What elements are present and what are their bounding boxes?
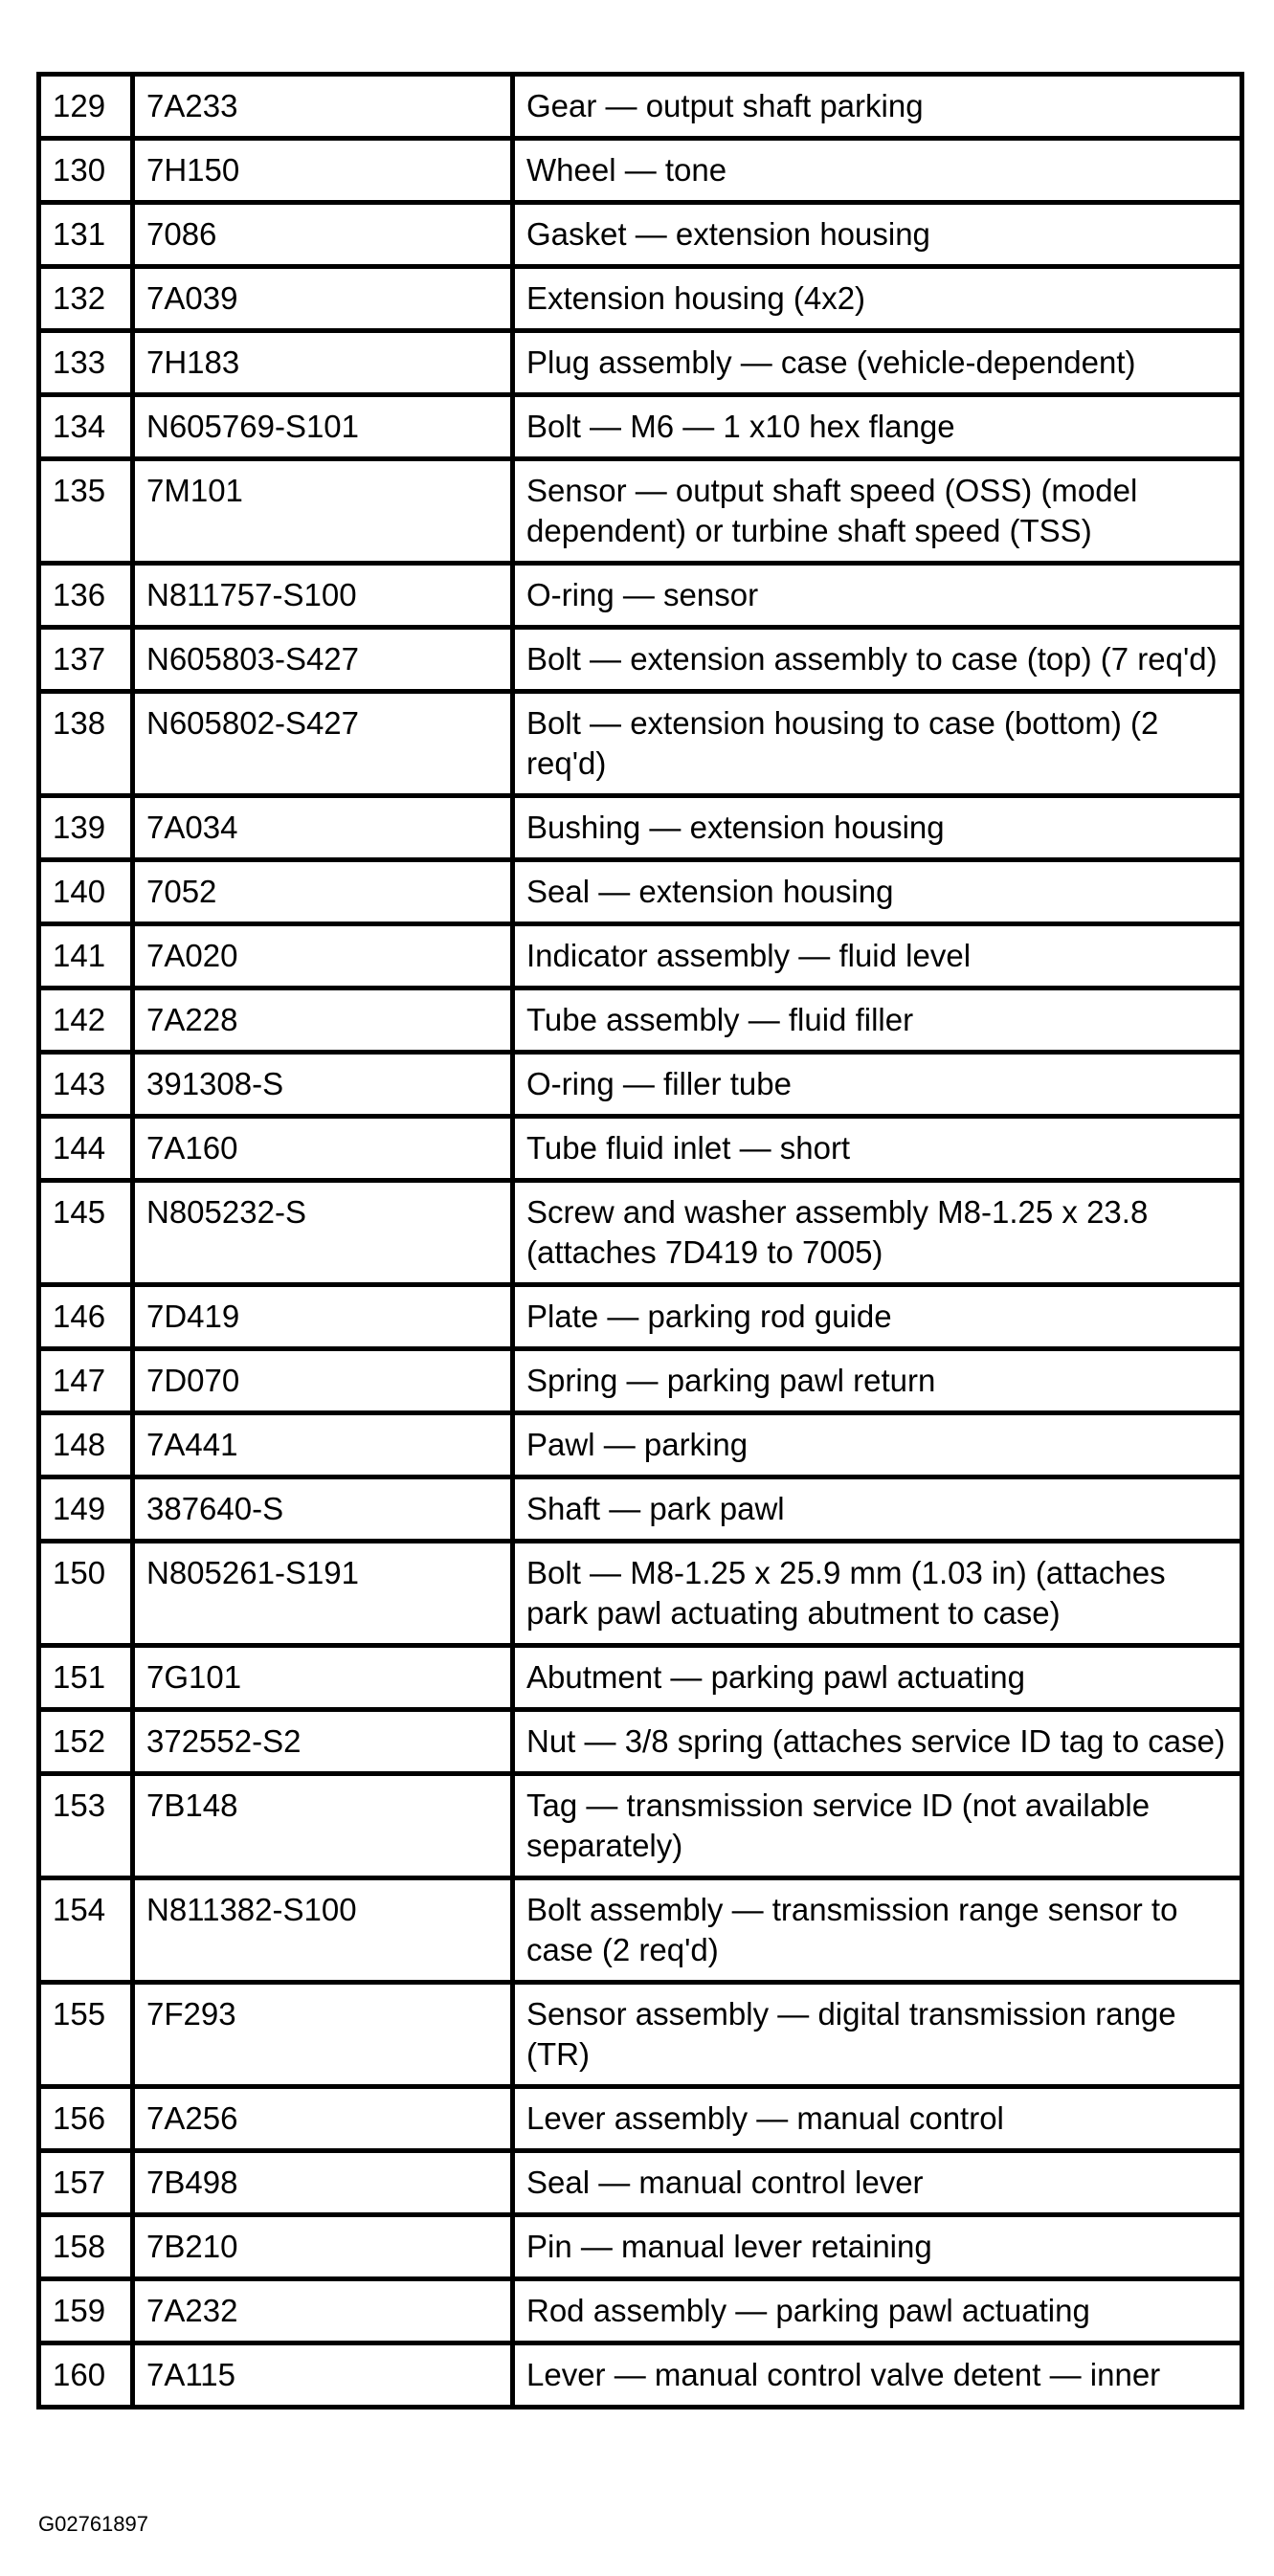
item-number-cell: 152 <box>39 1710 133 1774</box>
table-row <box>39 139 1242 203</box>
description-cell: Seal — manual control lever <box>513 2151 1242 2215</box>
description-cell: Seal — extension housing <box>513 860 1242 924</box>
item-number-cell: 156 <box>39 2087 133 2151</box>
table-row <box>39 331 1242 395</box>
item-number-cell: 136 <box>39 564 133 628</box>
table-row <box>39 1710 1242 1774</box>
description-cell: Bolt — extension assembly to case (top) (7 req'd) <box>513 628 1242 692</box>
description-cell: Bolt — M8-1.25 x 25.9 mm (1.03 in) (attaches park pawl actuating abutment to case) <box>513 1542 1242 1646</box>
item-number-cell: 130 <box>39 139 133 203</box>
part-number-cell: 7G101 <box>133 1646 513 1710</box>
description-cell: Lever assembly — manual control <box>513 2087 1242 2151</box>
table-row <box>39 203 1242 267</box>
item-number-cell: 132 <box>39 267 133 331</box>
table-row <box>39 860 1242 924</box>
table-row <box>39 988 1242 1053</box>
item-number-cell: 160 <box>39 2343 133 2408</box>
item-number-cell: 139 <box>39 796 133 860</box>
table-row <box>39 1349 1242 1413</box>
part-number-cell: 7A020 <box>133 924 513 988</box>
table-row <box>39 1477 1242 1542</box>
part-number-cell: N811757-S100 <box>133 564 513 628</box>
table-row <box>39 2343 1242 2408</box>
table-row <box>39 2151 1242 2215</box>
part-number-cell: 7A160 <box>133 1117 513 1181</box>
table-row <box>39 75 1242 139</box>
description-cell: Bolt — M6 — 1 x10 hex flange <box>513 395 1242 459</box>
part-number-cell: 7A034 <box>133 796 513 860</box>
table-row <box>39 459 1242 564</box>
description-cell: Screw and washer assembly M8-1.25 x 23.8 (attaches 7D419 to 7005) <box>513 1181 1242 1285</box>
part-number-cell: 7A233 <box>133 75 513 139</box>
description-cell: Sensor — output shaft speed (OSS) (model dependent) or turbine shaft speed (TSS) <box>513 459 1242 564</box>
description-cell: Bolt assembly — transmission range sensor to case (2 req'd) <box>513 1878 1242 1983</box>
item-number-cell: 133 <box>39 331 133 395</box>
part-number-cell: 7A232 <box>133 2279 513 2343</box>
part-number-cell: 7A039 <box>133 267 513 331</box>
description-cell: Gear — output shaft parking <box>513 75 1242 139</box>
description-cell: Tube fluid inlet — short <box>513 1117 1242 1181</box>
part-number-cell: 7F293 <box>133 1983 513 2087</box>
table-row <box>39 1053 1242 1117</box>
part-number-cell: 372552-S2 <box>133 1710 513 1774</box>
part-number-cell: N605802-S427 <box>133 692 513 796</box>
item-number-cell: 140 <box>39 860 133 924</box>
part-number-cell: N605769-S101 <box>133 395 513 459</box>
part-number-cell: 387640-S <box>133 1477 513 1542</box>
part-number-cell: 7H150 <box>133 139 513 203</box>
table-row <box>39 1983 1242 2087</box>
item-number-cell: 154 <box>39 1878 133 1983</box>
description-cell: Rod assembly — parking pawl actuating <box>513 2279 1242 2343</box>
table-row <box>39 1646 1242 1710</box>
table-row <box>39 2215 1242 2279</box>
part-number-cell: 7B210 <box>133 2215 513 2279</box>
table-row <box>39 2087 1242 2151</box>
description-cell: Bolt — extension housing to case (bottom) (2 req'd) <box>513 692 1242 796</box>
item-number-cell: 153 <box>39 1774 133 1878</box>
description-cell: Pawl — parking <box>513 1413 1242 1477</box>
item-number-cell: 150 <box>39 1542 133 1646</box>
item-number-cell: 146 <box>39 1285 133 1349</box>
table-row <box>39 564 1242 628</box>
item-number-cell: 145 <box>39 1181 133 1285</box>
figure-id: G02761897 <box>38 2512 148 2536</box>
description-cell: Wheel — tone <box>513 139 1242 203</box>
item-number-cell: 149 <box>39 1477 133 1542</box>
description-cell: Indicator assembly — fluid level <box>513 924 1242 988</box>
item-number-cell: 137 <box>39 628 133 692</box>
part-number-cell: 7A256 <box>133 2087 513 2151</box>
table-row <box>39 1542 1242 1646</box>
description-cell: Plug assembly — case (vehicle-dependent) <box>513 331 1242 395</box>
item-number-cell: 155 <box>39 1983 133 2087</box>
part-number-cell: 7B148 <box>133 1774 513 1878</box>
part-number-cell: 7A441 <box>133 1413 513 1477</box>
part-number-cell: 7D419 <box>133 1285 513 1349</box>
part-number-cell: 7M101 <box>133 459 513 564</box>
part-number-cell: 7D070 <box>133 1349 513 1413</box>
part-number-cell: 7A115 <box>133 2343 513 2408</box>
item-number-cell: 138 <box>39 692 133 796</box>
item-number-cell: 157 <box>39 2151 133 2215</box>
item-number-cell: 135 <box>39 459 133 564</box>
description-cell: O-ring — filler tube <box>513 1053 1242 1117</box>
part-number-cell: 7H183 <box>133 331 513 395</box>
item-number-cell: 159 <box>39 2279 133 2343</box>
description-cell: Pin — manual lever retaining <box>513 2215 1242 2279</box>
table-row <box>39 1413 1242 1477</box>
table-row <box>39 1181 1242 1285</box>
parts-table <box>36 72 1244 2409</box>
description-cell: Nut — 3/8 spring (attaches service ID tag to case) <box>513 1710 1242 1774</box>
description-cell: Sensor assembly — digital transmission range (TR) <box>513 1983 1242 2087</box>
description-cell: Shaft — park pawl <box>513 1477 1242 1542</box>
part-number-cell: 7086 <box>133 203 513 267</box>
item-number-cell: 143 <box>39 1053 133 1117</box>
item-number-cell: 147 <box>39 1349 133 1413</box>
table-row <box>39 1878 1242 1983</box>
item-number-cell: 144 <box>39 1117 133 1181</box>
description-cell: O-ring — sensor <box>513 564 1242 628</box>
item-number-cell: 131 <box>39 203 133 267</box>
description-cell: Plate — parking rod guide <box>513 1285 1242 1349</box>
part-number-cell: 7A228 <box>133 988 513 1053</box>
item-number-cell: 134 <box>39 395 133 459</box>
description-cell: Spring — parking pawl return <box>513 1349 1242 1413</box>
part-number-cell: 391308-S <box>133 1053 513 1117</box>
table-row <box>39 2279 1242 2343</box>
item-number-cell: 129 <box>39 75 133 139</box>
table-row <box>39 1774 1242 1878</box>
description-cell: Lever — manual control valve detent — inner <box>513 2343 1242 2408</box>
item-number-cell: 158 <box>39 2215 133 2279</box>
description-cell: Tube assembly — fluid filler <box>513 988 1242 1053</box>
part-number-cell: N605803-S427 <box>133 628 513 692</box>
table-row <box>39 267 1242 331</box>
description-cell: Abutment — parking pawl actuating <box>513 1646 1242 1710</box>
table-row <box>39 924 1242 988</box>
table-row <box>39 628 1242 692</box>
item-number-cell: 148 <box>39 1413 133 1477</box>
table-row <box>39 395 1242 459</box>
item-number-cell: 142 <box>39 988 133 1053</box>
description-cell: Tag — transmission service ID (not available separately) <box>513 1774 1242 1878</box>
table-row <box>39 1117 1242 1181</box>
part-number-cell: N805261-S191 <box>133 1542 513 1646</box>
table-row <box>39 796 1242 860</box>
part-number-cell: N811382-S100 <box>133 1878 513 1983</box>
table-row <box>39 692 1242 796</box>
description-cell: Extension housing (4x2) <box>513 267 1242 331</box>
description-cell: Bushing — extension housing <box>513 796 1242 860</box>
part-number-cell: N805232-S <box>133 1181 513 1285</box>
part-number-cell: 7052 <box>133 860 513 924</box>
parts-table-body <box>39 75 1242 2408</box>
part-number-cell: 7B498 <box>133 2151 513 2215</box>
description-cell: Gasket — extension housing <box>513 203 1242 267</box>
item-number-cell: 151 <box>39 1646 133 1710</box>
item-number-cell: 141 <box>39 924 133 988</box>
table-row <box>39 1285 1242 1349</box>
